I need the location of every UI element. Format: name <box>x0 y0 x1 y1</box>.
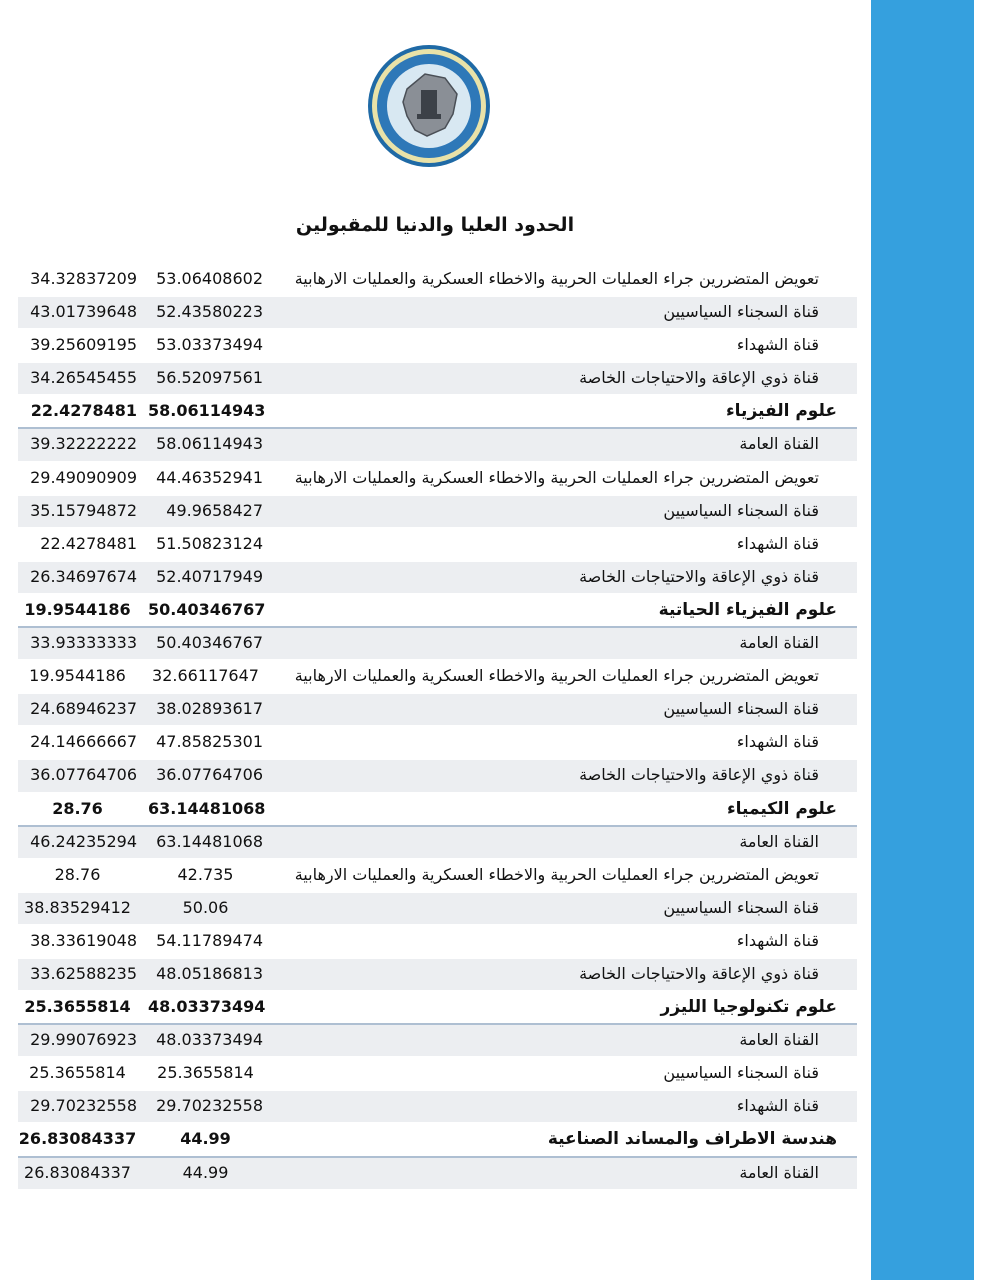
min-score: 19.9544186 <box>24 599 131 619</box>
min-score: 38.33619048 <box>30 930 137 950</box>
table-row <box>18 1058 857 1091</box>
max-score: 36.07764706 <box>156 765 263 785</box>
min-score: 36.07764706 <box>30 765 137 785</box>
table-row <box>18 860 857 893</box>
table-row <box>18 628 857 661</box>
table-row <box>18 562 857 595</box>
monument-icon <box>421 90 437 116</box>
max-score: 47.85825301 <box>156 732 263 752</box>
min-score: 33.62588235 <box>30 963 137 983</box>
min-score: 26.34697674 <box>30 566 137 586</box>
table-row <box>18 1091 857 1124</box>
max-score: 44.99 <box>182 1162 229 1182</box>
table-row <box>18 264 857 297</box>
max-score: 48.03373494 <box>156 1030 263 1050</box>
max-score: 51.50823124 <box>156 533 263 553</box>
section-header-row <box>18 595 857 628</box>
table-row <box>18 1158 857 1191</box>
section-title: علوم تكنولوجيا الليزر <box>660 997 837 1018</box>
section-title: علوم الكيمياء <box>726 798 837 819</box>
max-score: 42.735 <box>177 864 234 884</box>
channel-name: قناة الشهداء <box>736 335 819 355</box>
table-row <box>18 330 857 363</box>
max-score: 58.06114943 <box>148 401 266 421</box>
min-score: 34.32837209 <box>30 269 137 288</box>
min-score: 25.3655814 <box>29 1063 126 1083</box>
table-row <box>18 661 857 694</box>
min-score: 28.76 <box>52 798 103 818</box>
table-row <box>18 926 857 959</box>
table-row <box>18 760 857 793</box>
channel-name: قناة ذوي الإعاقة والاحتياجات الخاصة <box>579 963 819 983</box>
min-score: 26.83084337 <box>24 1162 131 1182</box>
channel-name: القناة العامة <box>739 633 819 653</box>
table-row <box>18 827 857 860</box>
channel-name: قناة ذوي الإعاقة والاحتياجات الخاصة <box>579 765 819 785</box>
max-score: 53.06408602 <box>156 269 263 288</box>
min-score: 26.83084337 <box>18 1129 137 1149</box>
side-bar-stripe <box>871 0 974 1280</box>
channel-name: قناة السجناء السياسيين <box>663 302 819 322</box>
max-score: 54.11789474 <box>156 930 263 950</box>
min-score: 35.15794872 <box>30 500 137 520</box>
table-row <box>18 496 857 529</box>
min-score: 34.26545455 <box>30 368 137 388</box>
channel-name: قناة الشهداء <box>736 732 819 752</box>
max-score: 52.43580223 <box>156 302 263 322</box>
min-score: 19.9544186 <box>29 666 126 686</box>
channel-name: القناة العامة <box>739 1162 819 1182</box>
admissions-table <box>18 264 857 1191</box>
section-title: علوم الفيزياء <box>725 401 837 422</box>
section-header-row <box>18 794 857 827</box>
min-score: 29.99076923 <box>30 1030 137 1050</box>
channel-name: قناة السجناء السياسيين <box>663 699 819 719</box>
max-score: 50.40346767 <box>156 633 263 653</box>
channel-name: القناة العامة <box>739 434 819 454</box>
max-score: 25.3655814 <box>157 1063 254 1083</box>
table-row <box>18 363 857 396</box>
channel-name: قناة ذوي الإعاقة والاحتياجات الخاصة <box>579 566 819 586</box>
min-score: 46.24235294 <box>30 831 137 851</box>
min-score: 43.01739648 <box>30 302 137 322</box>
section-header-row <box>18 992 857 1025</box>
max-score: 48.05186813 <box>156 963 263 983</box>
max-score: 52.40717949 <box>156 566 263 586</box>
table-row <box>18 463 857 496</box>
channel-name: تعويض المتضررين جراء العمليات الحربية والاخطاء العسكرية والعمليات الارهابية <box>294 666 819 686</box>
min-score: 28.76 <box>54 864 101 884</box>
max-score: 53.03373494 <box>156 335 263 355</box>
table-row <box>18 529 857 562</box>
min-score: 38.83529412 <box>24 897 131 917</box>
table-row <box>18 959 857 992</box>
channel-name: تعويض المتضررين جراء العمليات الحربية والاخطاء العسكرية والعمليات الارهابية <box>294 467 819 487</box>
max-score: 63.14481068 <box>156 831 263 851</box>
section-title: علوم الفيزياء الحياتية <box>658 599 837 620</box>
emblem-logo <box>367 44 491 168</box>
section-header-row <box>18 1124 857 1157</box>
max-score: 58.06114943 <box>156 434 263 454</box>
max-score: 44.99 <box>180 1129 231 1149</box>
max-score: 32.66117647 <box>152 666 259 686</box>
max-score: 44.46352941 <box>156 467 263 487</box>
max-score: 38.02893617 <box>156 699 263 719</box>
page-edge <box>974 0 989 1280</box>
channel-name: تعويض المتضررين جراء العمليات الحربية والاخطاء العسكرية والعمليات الارهابية <box>294 864 819 884</box>
table-row <box>18 297 857 330</box>
table-row <box>18 429 857 462</box>
max-score: 29.70232558 <box>156 1096 263 1116</box>
table-row <box>18 1025 857 1058</box>
max-score: 49.9658427 <box>166 500 263 520</box>
page-title: الحدود العليا والدنيا للمقبولين <box>295 214 575 236</box>
channel-name: القناة العامة <box>739 1030 819 1050</box>
max-score: 48.03373494 <box>148 997 266 1017</box>
min-score: 22.4278481 <box>30 401 137 421</box>
table-row <box>18 893 857 926</box>
min-score: 33.93333333 <box>30 633 137 653</box>
max-score: 56.52097561 <box>156 368 263 388</box>
channel-name: قناة السجناء السياسيين <box>663 500 819 520</box>
section-title: هندسة الاطراف والمساند الصناعية <box>547 1129 837 1150</box>
channel-name: قناة السجناء السياسيين <box>663 1063 819 1083</box>
max-score: 63.14481068 <box>148 798 266 818</box>
channel-name: قناة الشهداء <box>736 1096 819 1116</box>
channel-name: قناة الشهداء <box>736 533 819 553</box>
min-score: 39.25609195 <box>30 335 137 355</box>
max-score: 50.06 <box>182 897 229 917</box>
section-header-row <box>18 396 857 429</box>
channel-name: القناة العامة <box>739 831 819 851</box>
channel-name: قناة الشهداء <box>736 930 819 950</box>
min-score: 29.49090909 <box>30 467 137 487</box>
max-score: 50.40346767 <box>148 599 266 619</box>
table-row <box>18 694 857 727</box>
channel-name: قناة ذوي الإعاقة والاحتياجات الخاصة <box>579 368 819 388</box>
channel-name: قناة السجناء السياسيين <box>663 897 819 917</box>
min-score: 29.70232558 <box>30 1096 137 1116</box>
min-score: 22.4278481 <box>40 533 137 553</box>
table-row <box>18 727 857 760</box>
min-score: 25.3655814 <box>24 997 131 1017</box>
min-score: 24.68946237 <box>30 699 137 719</box>
min-score: 39.32222222 <box>30 434 137 454</box>
min-score: 24.14666667 <box>30 732 137 752</box>
channel-name: تعويض المتضررين جراء العمليات الحربية والاخطاء العسكرية والعمليات الارهابية <box>294 269 819 288</box>
